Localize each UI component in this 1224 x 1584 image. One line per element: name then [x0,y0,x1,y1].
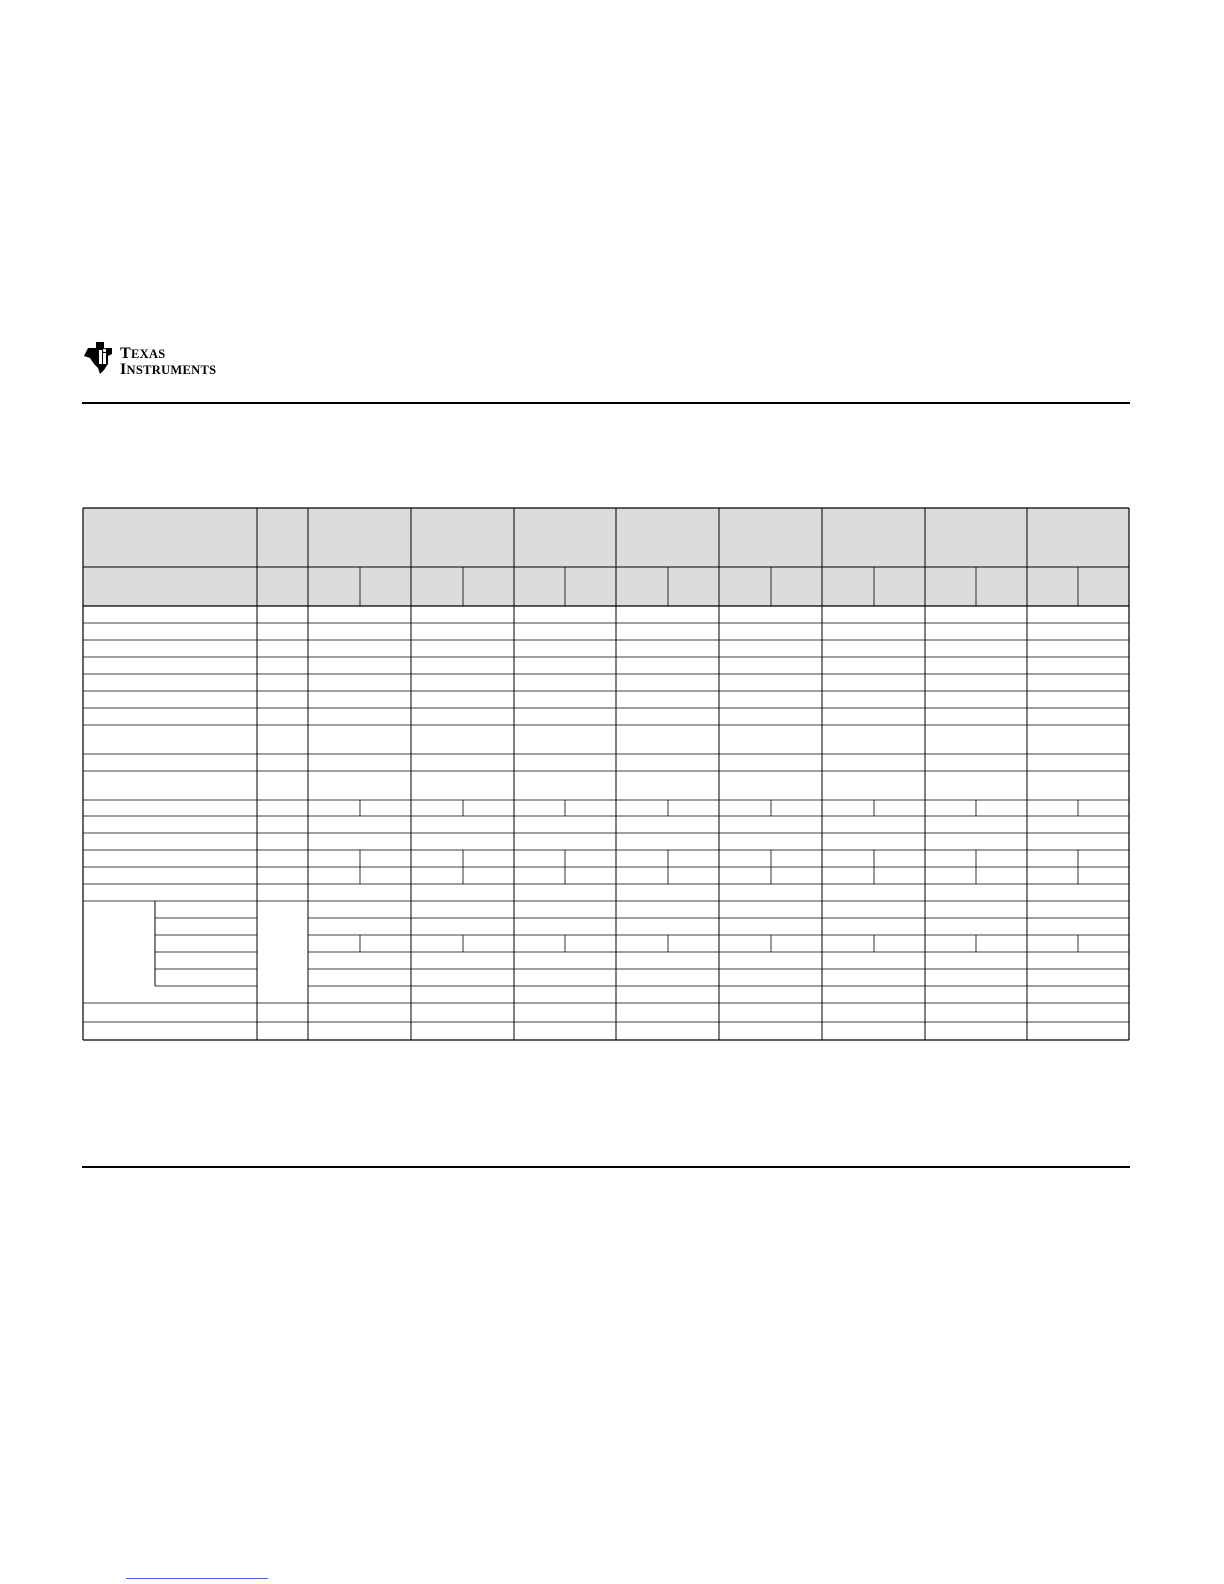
footer-link-underline [126,1578,268,1579]
table-header-fill [83,508,1129,606]
brand-name-line2: INSTRUMENTS [120,361,217,378]
footer-rule [82,1166,1130,1168]
brand-name-line1: TEXAS [120,345,166,362]
